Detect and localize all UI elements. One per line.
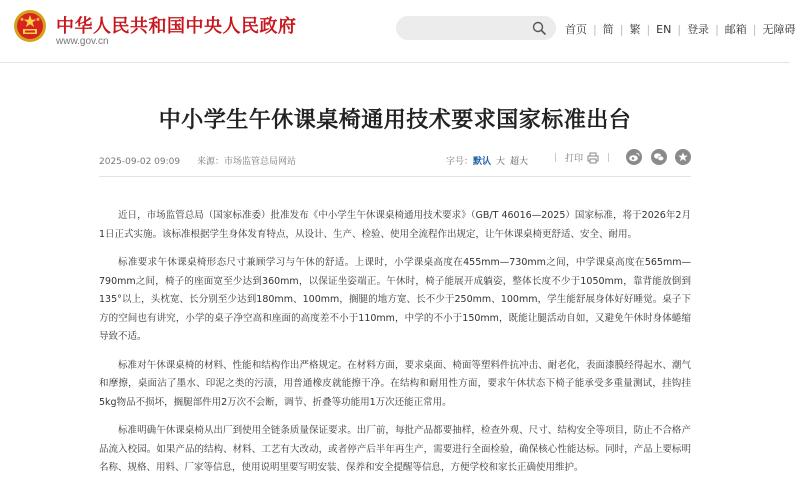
source-label: 来源： — [196, 157, 224, 167]
meta-separator: | — [554, 152, 558, 163]
site-url[interactable]: www.gov.cn — [56, 36, 109, 47]
font-size-label: 字号： — [446, 157, 474, 167]
weibo-icon[interactable] — [626, 149, 642, 165]
meta-divider — [99, 176, 691, 177]
nav-separator: | — [677, 22, 682, 36]
font-size-selector — [446, 154, 528, 167]
print-icon[interactable] — [587, 152, 599, 164]
article-meta — [99, 154, 296, 167]
nav-accessibility-link[interactable]: 无障碍 — [762, 23, 796, 36]
font-size-xlarge[interactable]: 超大 — [510, 157, 529, 167]
font-size-default[interactable]: 默认 — [473, 157, 492, 167]
article-paragraph: 标准明确午休课桌椅从出厂到使用全链条质量保证要求。出厂前，每批产品都要抽样，检查外观、尺寸、结构安全等项目，防止不合格产品流入校园。如果产品的结构、材料、工艺有大改动，或者停产后半年再生产，需要进行全面检验，确保核心性能达标。同时，产品上要标明名称、规格、用料、厂家等信息，使用说明里要写明安装、保养和安全提醒等信息，方便学校和家长正确使用维护。 — [99, 425, 691, 473]
search-input[interactable] — [396, 16, 556, 40]
nav-simplified-link[interactable]: 简 — [602, 23, 614, 36]
nav-home-link[interactable]: 首页 — [565, 23, 587, 36]
article-paragraph: 标准要求午休课桌椅形态尺寸兼顾学习与午休的舒适。上课时，小学课桌高度在455mm—730mm之间，中学课桌高度在565mm—790mm之间，椅子的座面宽至少达到360mm，以保证坐姿端正。午休时，椅子能展开成躺姿，整体长度不少于1050mm，靠背能放倒到135°以上，头枕宽、长分别至少达到180mm、100mm，搁腿的地方宽、长不少于250mm、100mm，学生能舒展身体好好睡觉。桌子下方的空间也有讲究，小学的桌子净空高和座面的高度差不小于110mm，中学的不小于150mm，既能让腿活动自如，又避免午休时身体蜷缩导致不适。 — [99, 257, 691, 342]
nav-separator: | — [619, 22, 624, 36]
nav-separator: | — [593, 22, 597, 36]
source-name: 市场监管总局网站 — [224, 157, 297, 167]
print-area — [546, 151, 618, 164]
nav-separator: | — [646, 22, 651, 36]
article-paragraph: 标准对午休课桌椅的材料、性能和结构作出严格规定。在材料方面，要求桌面、椅面等塑料件抗冲击、耐老化，表面漆膜经得起水、潮气和摩擦，桌面沾了墨水、印泥之类的污渍，用普通橡皮就能擦干净。在结构和耐用性方面，要求午休状态下椅子能承受多重量测试，挂钩挂5kg物品不损坏，搁腿部件用2万次不会断，调节、折叠等功能用1万次还能正常用。 — [99, 359, 691, 408]
meta-separator: | — [607, 152, 611, 163]
site-name[interactable]: 中华人民共和国中央人民政府 — [56, 16, 297, 37]
nav-mail-link[interactable]: 邮箱 — [724, 23, 747, 36]
site-header — [0, 0, 796, 63]
favorite-icon[interactable] — [675, 149, 691, 165]
top-nav — [565, 21, 796, 37]
print-label[interactable]: 打印 — [565, 154, 584, 164]
font-size-large[interactable]: 大 — [496, 157, 506, 167]
nav-login-link[interactable]: 登录 — [687, 23, 710, 36]
nav-separator: | — [752, 22, 757, 36]
article-paragraph: 近日，市场监管总局（国家标准委）批准发布《中小学生午休课桌椅通用技术要求》（GB/T 46016—2025）国家标准，将于2026年2月1日正式实施。该标准根据学生身体发育特点，从设计、生产、检验、使用全流程作出规定，让午休课桌椅更舒适、安全、耐用。 — [99, 210, 691, 240]
article-body — [99, 207, 691, 488]
publish-date: 2025-09-02 09:09 — [99, 157, 181, 167]
article-title: 中小学生午休课桌椅通用技术要求国家标准出台 — [158, 108, 632, 133]
national-emblem-icon[interactable] — [13, 9, 47, 43]
nav-english-link[interactable]: EN — [656, 22, 672, 36]
nav-separator: | — [715, 22, 719, 36]
search-icon[interactable] — [532, 21, 546, 35]
wechat-icon[interactable] — [651, 149, 667, 165]
nav-traditional-link[interactable]: 繁 — [629, 23, 641, 36]
